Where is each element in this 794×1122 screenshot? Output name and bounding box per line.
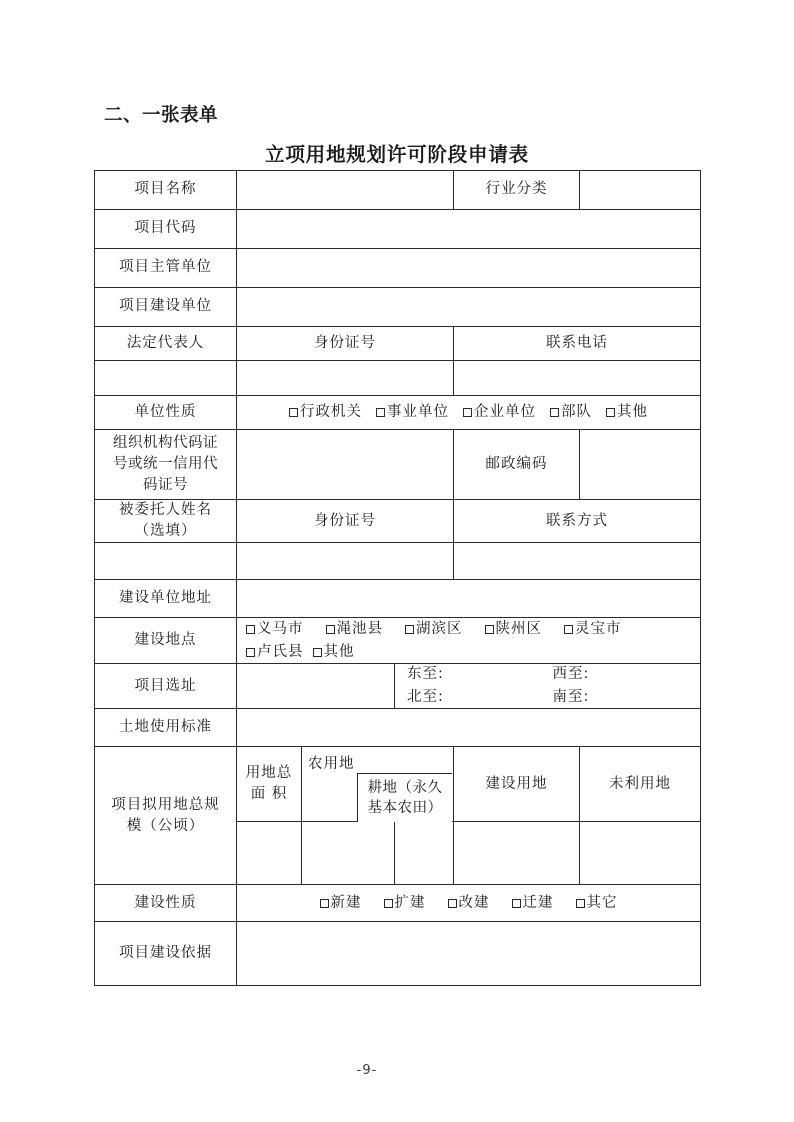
project-code-value[interactable] [237,210,701,249]
checkbox-label: 其它 [586,894,618,911]
checkbox-box-icon[interactable] [320,899,329,908]
agricultural-land-header: 农用地 [308,756,355,773]
total-area-header-line1: 用地总 [245,765,293,782]
org-code-label-line1: 组织机构代码证 [113,434,218,451]
org-code-label [95,430,237,500]
checkbox-box-icon[interactable] [564,625,573,634]
cultivated-land-header-line1: 耕地（永久 [367,780,443,797]
checkbox-box-icon[interactable] [485,625,494,634]
checkbox-label: 部队 [561,403,593,420]
table-row [95,580,701,618]
checkbox-box-icon[interactable] [326,625,335,634]
industry-category-value[interactable] [580,171,701,210]
entrusted-person-label-line2: （选填） [134,523,197,540]
entrusted-person-label-line1: 被委托人姓名 [119,502,212,518]
checkbox-label: 义马市 [257,621,304,638]
land-use-standard-label: 土地使用标准 [95,709,237,747]
checkbox-shanzhou-district[interactable] [485,618,543,640]
checkbox-label: 事业单位 [387,403,450,420]
legal-id-number-label: 身份证号 [237,327,454,361]
project-code-label: 项目代码 [95,210,237,249]
construction-site-label: 建设地点 [95,618,237,664]
checkbox-other-site[interactable] [313,641,355,663]
postal-code-label: 邮政编码 [454,430,580,500]
table-row [95,396,701,430]
checkbox-box-icon[interactable] [246,625,255,634]
legal-representative-label: 法定代表人 [95,327,237,361]
checkbox-lingbao-city[interactable] [564,618,622,640]
total-area-header-line2: 面 积 [250,786,288,803]
checkbox-mianchi-county[interactable] [326,618,384,640]
total-area-value[interactable] [237,822,302,885]
checkbox-label: 卢氏县 [257,643,304,660]
org-code-label-line2: 号或统一信用代 [113,455,218,472]
construction-unit-label: 项目建设单位 [95,288,237,327]
entrusted-id-number-value[interactable] [237,543,454,580]
checkbox-label: 其他 [617,403,649,420]
entrusted-contact-method-value[interactable] [454,543,701,580]
supervising-unit-value[interactable] [237,249,701,288]
checkbox-box-icon[interactable] [448,899,457,908]
checkbox-box-icon[interactable] [405,625,414,634]
industry-category-label: 行业分类 [454,171,580,210]
land-use-standard-value[interactable] [237,709,701,747]
project-location-label: 项目选址 [95,663,237,709]
cultivated-land-header [357,773,452,822]
checkbox-box-icon[interactable] [606,408,615,417]
form-title: 立项用地规划许可阶段申请表 [265,143,529,166]
checkbox-label: 扩建 [394,894,426,911]
construction-land-value[interactable] [454,822,580,885]
table-row [95,210,701,249]
checkbox-box-icon[interactable] [512,899,521,908]
checkbox-box-icon[interactable] [550,408,559,417]
entrusted-person-value[interactable] [95,543,237,580]
postal-code-value[interactable] [580,430,701,500]
table-row [95,618,701,664]
cultivated-land-header-line2: 基本农田） [367,800,443,817]
agricultural-land-header-group [302,747,454,822]
construction-unit-value[interactable] [237,288,701,327]
land-scale-label [95,747,237,885]
table-row [95,430,701,500]
unit-address-label: 建设单位地址 [95,580,237,618]
checkbox-other-unit[interactable] [606,402,648,423]
checkbox-label: 迁建 [522,894,554,911]
cultivated-land-value[interactable] [395,822,454,885]
checkbox-enterprise-unit[interactable] [463,402,536,423]
checkbox-label: 改建 [458,894,490,911]
checkbox-renovation[interactable] [448,893,490,914]
construction-nature-options [237,885,701,922]
checkbox-box-icon[interactable] [246,648,255,657]
checkbox-expansion[interactable] [384,893,426,914]
entrusted-contact-method-label: 联系方式 [454,500,701,543]
direction-north-label: 北至: [407,688,444,705]
checkbox-box-icon[interactable] [313,648,322,657]
project-basis-label: 项目建设依据 [95,922,237,986]
project-location-value[interactable] [237,663,395,709]
table-row [95,543,701,580]
checkbox-label: 行政机关 [300,403,363,420]
checkbox-label: 企业单位 [474,403,537,420]
checkbox-label: 渑池县 [336,621,383,638]
table-row [95,249,701,288]
land-scale-label-line1: 项目拟用地总规 [111,796,220,813]
checkbox-label: 湖滨区 [416,621,463,638]
checkbox-box-icon[interactable] [384,899,393,908]
table-row [95,885,701,922]
project-location-directions [395,663,701,709]
direction-east-label: 东至: [407,665,444,682]
unit-address-value[interactable] [237,580,701,618]
checkbox-box-icon[interactable] [376,408,385,417]
entrusted-person-label [95,500,237,543]
table-row [95,663,701,709]
project-name-value[interactable] [237,171,454,210]
project-basis-value[interactable] [237,922,701,986]
construction-site-options [237,618,701,664]
direction-south-label: 南至: [552,688,590,705]
construction-land-header: 建设用地 [454,747,580,822]
agricultural-land-value[interactable] [302,822,395,885]
checkbox-hubin-district[interactable] [405,618,463,640]
unit-nature-options [237,396,701,430]
checkbox-label: 其他 [323,643,355,660]
checkbox-yima-city[interactable] [246,618,304,640]
legal-contact-phone-label: 联系电话 [454,327,701,361]
table-row [95,327,701,361]
checkbox-other-nature[interactable] [576,893,618,914]
checkbox-box-icon[interactable] [463,408,472,417]
legal-contact-phone-value[interactable] [454,361,701,396]
checkbox-box-icon[interactable] [576,899,585,908]
table-row [95,288,701,327]
checkbox-label: 新建 [330,894,362,911]
table-row [95,171,701,210]
project-name-label: 项目名称 [95,171,237,210]
checkbox-public-institution[interactable] [376,402,449,423]
table-row [95,709,701,747]
legal-id-number-value[interactable] [237,361,454,396]
form-table [94,170,701,986]
org-code-value[interactable] [237,430,454,500]
application-form [94,170,700,986]
unused-land-value[interactable] [580,822,701,885]
table-row [95,747,701,822]
entrusted-id-number-label: 身份证号 [237,500,454,543]
page-number: -9- [356,1063,378,1078]
checkbox-relocation[interactable] [512,893,554,914]
checkbox-lushi-county[interactable] [246,641,304,663]
checkbox-label: 灵宝市 [575,621,622,638]
checkbox-box-icon[interactable] [289,408,298,417]
unit-nature-label: 单位性质 [95,396,237,430]
legal-representative-value[interactable] [95,361,237,396]
table-row [95,361,701,396]
checkbox-military-unit[interactable] [550,402,592,423]
construction-nature-label: 建设性质 [95,885,237,922]
table-row [95,922,701,986]
checkbox-new-construction[interactable] [320,893,362,914]
checkbox-label: 陕州区 [495,621,542,638]
table-row [95,500,701,543]
total-area-header [237,747,302,822]
unused-land-header: 未利用地 [580,747,701,822]
section-heading: 二、一张表单 [104,105,219,126]
land-scale-label-line2: 模（公顷） [126,817,205,834]
direction-west-label: 西至: [552,665,590,682]
org-code-label-line3: 码证号 [143,477,188,493]
supervising-unit-label: 项目主管单位 [95,249,237,288]
checkbox-administrative-organ[interactable] [289,402,362,423]
